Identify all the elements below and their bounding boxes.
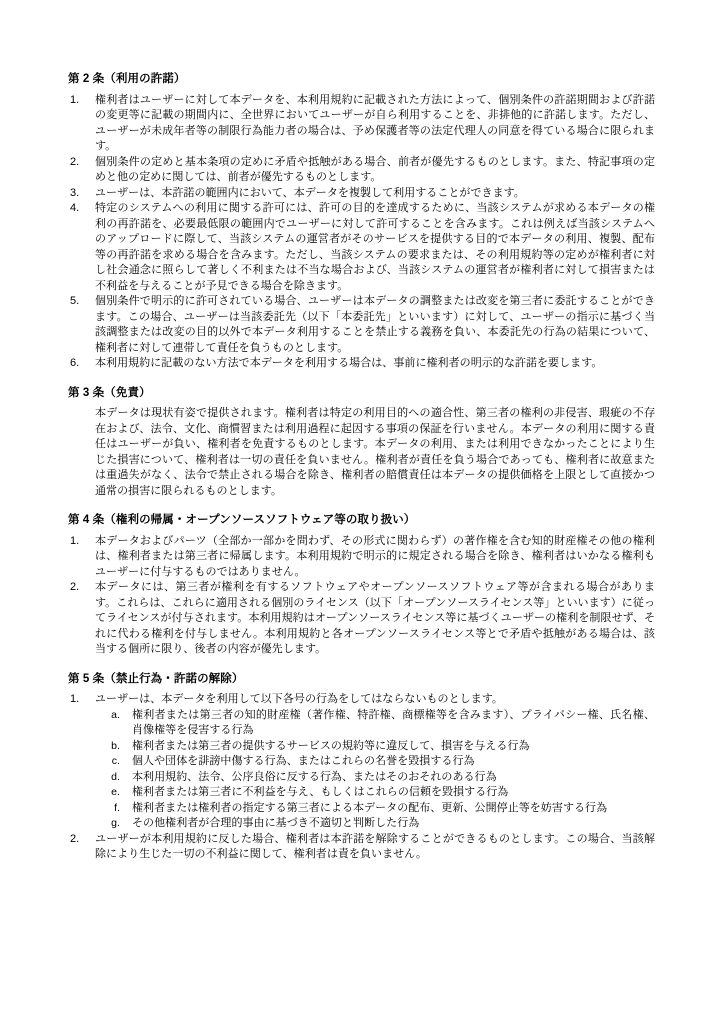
list-item-text: ユーザーは、本許諾の範囲内において、本データを複製して利用することができます。: [95, 186, 525, 199]
list-item: [68, 294, 655, 356]
sub-list-item-marker: d.: [111, 770, 120, 783]
list-item: [68, 534, 655, 581]
article-heading-5: 第 5 条（禁止行為・許諾の解除）: [68, 672, 244, 685]
list-item-text: ユーザーが本利用規約に反した場合、権利者は本許諾を解除することができるものとします。この場合、当該解除により生じた一切の不利益に関して、権利者は責を負いません。: [95, 832, 655, 860]
article-section-2: [68, 72, 655, 372]
list-item-text: 権利者はユーザーに対して本データを、本利用規約に記載された方法によって、個別条件の許諾期間および許諾の変更等に記載の期間内に、全世界においてユーザーが自ら利用することを、非排他的に許諾します。ただし、ユーザーが未成年者等の制限行為能力者の場合は、予め保護者等の法定代理人の同意を得ている場合に限られます。: [95, 93, 655, 152]
list-item: [68, 93, 655, 155]
list-item-marker: 5.: [70, 295, 80, 307]
list-item-marker: 1.: [70, 534, 80, 547]
sub-list-item: [68, 708, 655, 739]
list-item-marker: 1.: [70, 93, 80, 106]
article-heading-4: 第 4 条（権利の帰属・オープンソースソフトウェア等の取り扱い）: [68, 514, 416, 526]
sub-list-item-text: 権利者または第三者の知的財産権（著作権、特許権、商標権等を含みます）、プライバシー権、氏名権、肖像権等を侵害する行為: [132, 708, 655, 736]
article-section-4: [68, 513, 655, 658]
article-5-item-list-continued: [68, 832, 655, 863]
sub-list-item: [68, 739, 655, 755]
list-item-text: 本データには、第三者が権利を有するソフトウェアやオープンソースソフトウェア等が含まれる場合があります。これらは、これらに適用される個別のライセンス（以下「オープンソースライセンス等」といいます）に従ってライセンスが付与されます。本利用規約はオープンソースライセンス等に基づくユーザーの権利を制限せず、それに代わる権利を付与しません。本利用規約と各オープンソースライセンス等とで矛盾や抵触がある場合は、該当する個所に限り、後者の内容が優先します。: [95, 581, 655, 655]
article-heading-2: 第 2 条（利用の許諾）: [68, 73, 186, 85]
sub-list-item: [68, 770, 655, 786]
article-3-paragraph: 本データは現状有姿で提供されます。権利者は特定の利用目的への適合性、第三者の権利の非侵害、瑕疵の不存在および、法令、文化、商慣習または利用過程に起因する事項の保証を行いません。本データの利用に関する責任はユーザーが負い、権利者を免責するものとします。本データの利用、または利用できなかったことにより生じた損害について、権利者は一切の責任を負いません。権利者が責任を負う場合であっても、権利者に故意または重過失がなく、法令で禁止される場合を除き、権利者の賠償責任は本データの提供価格を上限として直接かつ通常の損害に限られるものとします。: [95, 407, 655, 497]
list-item-text: 本データおよびパーツ（全部か一部かを問わず、その形式に関わらず）の著作権を含む知的財産権その他の権利は、権利者または第三者に帰属します。本利用規約で明示的に規定される場合を除き、権利者はいかなる権利もユーザーに付与するものではありません。: [95, 534, 655, 578]
article-section-5: [68, 672, 655, 863]
list-item: [68, 356, 655, 372]
sub-list-item-marker: a.: [111, 708, 120, 721]
list-item-marker: 2.: [70, 155, 80, 168]
list-item-text: 本利用規約に記載のない方法で本データを利用する場合は、事前に権利者の明示的な許諾を要します。: [95, 357, 603, 369]
list-item-marker: 6.: [70, 357, 80, 369]
article-2-item-list: [68, 93, 655, 372]
list-item: [68, 692, 655, 708]
list-item-text: 個別条件で明示的に許可されている場合、ユーザーは本データの調整または改変を第三者に委託することができます。この場合、ユーザーは当該委託先（以下「本委託先」といいます）に対して、ユーザーの指示に基づく当該調整または改変の目的以外で本データ利用することを禁止する義務を負い、本委託先の行為の結果について、権利者に対して連帯して責任を負うものとします。: [95, 295, 655, 354]
sub-list-item-text: 権利者または第三者の提供するサービスの規約等に違反して、損害を与える行為: [132, 739, 530, 752]
sub-list-item: [68, 801, 655, 817]
list-item-marker: 2.: [70, 832, 80, 845]
sub-list-item-marker: g.: [111, 817, 120, 829]
list-item: [68, 580, 655, 658]
sub-list-item-text: 権利者または第三者に不利益を与え、もしくはこれらの信頼を毀損する行為: [132, 786, 509, 798]
list-item-marker: 4.: [70, 202, 80, 214]
article-4-item-list: [68, 534, 655, 658]
sub-list-item-text: 権利者または権利者の指定する第三者による本データの配布、更新、公開停止等を妨害する行為: [132, 801, 608, 814]
list-item: [68, 832, 655, 863]
sub-list-item-text: 個人や団体を誹謗中傷する行為、またはこれらの名誉を毀損する行為: [132, 755, 475, 767]
article-heading-3: 第 3 条（免責）: [68, 386, 151, 399]
sub-list-item-marker: b.: [111, 739, 120, 752]
list-item: [68, 186, 655, 202]
sub-list-item-marker: e.: [111, 786, 120, 798]
list-item: [68, 201, 655, 294]
article-5-item-list: [68, 692, 655, 708]
sub-list-item-text: 本利用規約、法令、公序良俗に反する行為、またはそのおそれのある行為: [132, 770, 497, 783]
article-5-sub-item-list: [68, 708, 655, 832]
sub-list-item: [68, 816, 655, 832]
list-item-marker: 1.: [70, 693, 80, 705]
sub-list-item-marker: c.: [111, 755, 120, 767]
list-item-marker: 2.: [70, 581, 80, 593]
list-item-marker: 3.: [70, 186, 80, 199]
sub-list-item: [68, 754, 655, 770]
article-section-3: [68, 386, 655, 500]
document-body: [68, 72, 655, 863]
list-item: [68, 155, 655, 186]
list-item-text: 個別条件の定めと基本条項の定めに矛盾や抵触がある場合、前者が優先するものとします。また、特記事項の定めと他の定めに関しては、前者が優先するものとします。: [95, 155, 655, 183]
sub-list-item: [68, 785, 655, 801]
sub-list-item-text: その他権利者が合理的事由に基づき不適切と判断した行為: [132, 817, 420, 829]
list-item-text: 特定のシステムへの利用に関する許可には、許可の目的を達成するために、当該システムが求める本データの権利の再許諾を、必要最低限の範囲内でユーザーに対して許可することを含みます。これは例えば当該システムへのアップロードに際して、当該システムの運営者がそのサービスを提供する目的で本データの利用、複製、配布等の再許諾を求める場合を含みます。ただし、当該システムの要求または、その利用規約等の定めが権利者に対し社会通念に照らして著しく不利または不当な場合および、当該システムの運営者が権利者に対して損害または不利益を与えることが予見できる場合を除きます。: [95, 202, 655, 292]
sub-list-item-marker: f.: [114, 801, 120, 814]
list-item-text: ユーザーは、本データを利用して以下各号の行為をしてはならないものとします。: [95, 693, 503, 705]
